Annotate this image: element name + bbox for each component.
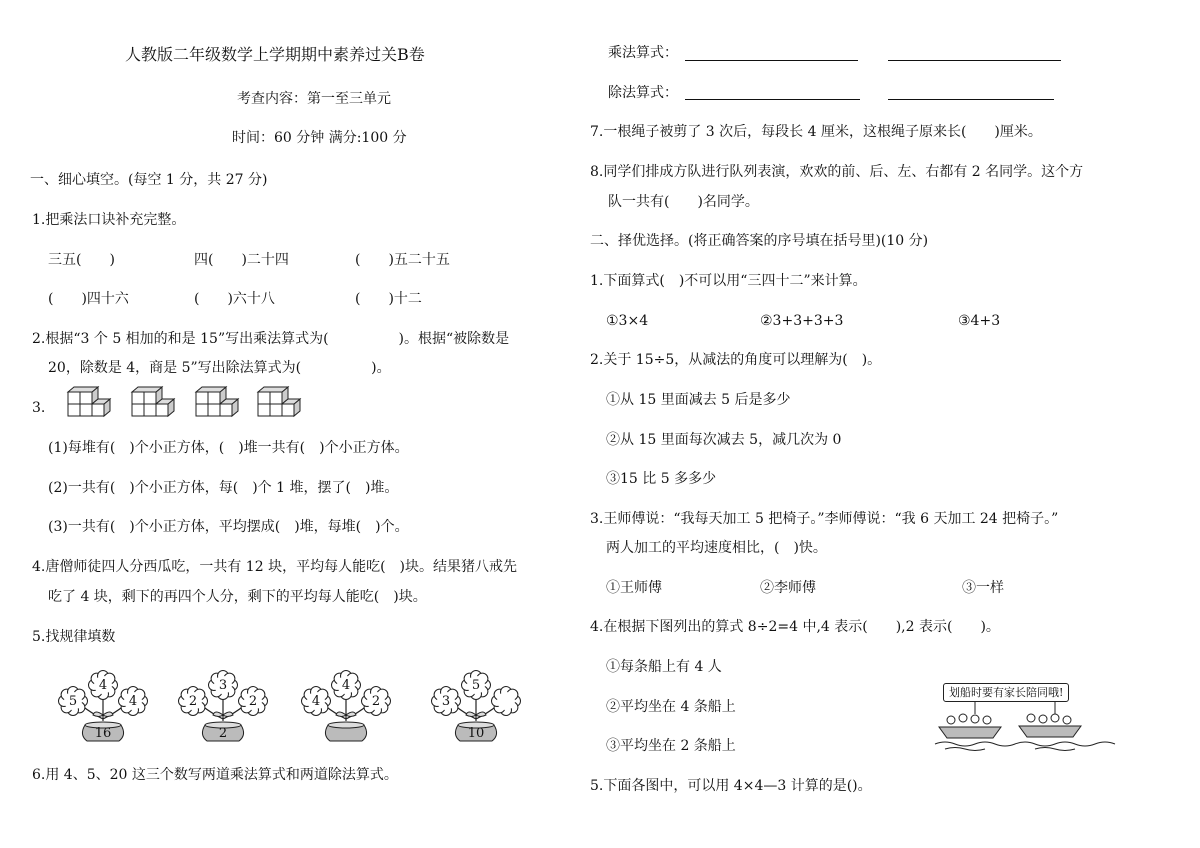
s2-q4-option-3: ③平均坐在 2 条船上 <box>606 738 736 754</box>
flower-number-pot: 16 <box>94 726 112 741</box>
flower-right <box>492 687 521 716</box>
flower-number-right: 4 <box>128 694 138 709</box>
q3-number: 3. <box>32 400 46 416</box>
page-title: 人教版二年级数学上学期期中素养过关B卷 <box>125 45 425 64</box>
flower-number-left: 4 <box>311 694 321 709</box>
boat-2 <box>1019 714 1081 737</box>
q2-line1: 2.根据“3 个 5 相加的和是 15”写出乘法算式为( )。根据“被除数是 <box>32 331 510 347</box>
q4-line2: 吃了 4 块，剩下的再四个人分，剩下的平均每人能吃( )块。 <box>48 589 427 605</box>
flower-number-pot: 10 <box>467 726 485 741</box>
s2-q1-option-3: ③4+3 <box>958 313 1001 329</box>
q1-blank-5: ( )六十八 <box>194 291 275 307</box>
flower-number-left: 3 <box>441 694 451 709</box>
boat-sign: 划船时要有家长陪同哦! <box>943 683 1069 702</box>
division-answer-line-2[interactable] <box>888 99 1054 100</box>
s2-q2-stem: 2.关于 15÷5，从减法的角度可以理解为( )。 <box>590 352 882 368</box>
s2-q3-line2: 两人加工的平均速度相比，( )快。 <box>606 540 827 556</box>
q5-stem: 5.找规律填数 <box>32 629 116 645</box>
flower-pot-1 <box>57 671 152 743</box>
q1-blank-4: ( )四十六 <box>48 291 129 307</box>
flower-number-top: 4 <box>98 678 108 693</box>
q3-item-3: (3)一共有( )个小正方体，平均摆成( )堆，每堆( )个。 <box>48 519 409 535</box>
flower-number-top: 5 <box>471 678 481 693</box>
q3-item-1: (1)每堆有( )个小正方体，( )堆一共有( )个小正方体。 <box>48 440 409 456</box>
s2-q1-option-1: ①3×4 <box>606 313 649 329</box>
flower-number-right: 2 <box>248 694 258 709</box>
s2-q5-stem: 5.下面各图中，可以用 4×4—3 计算的是()。 <box>590 778 872 794</box>
flower-number-top: 3 <box>218 678 228 693</box>
q1-blank-6: ( )十二 <box>355 291 422 307</box>
q2-line2: 20，除数是 4，商是 5”写出除法算式为( )。 <box>48 360 391 376</box>
flower-number-left: 2 <box>188 694 198 709</box>
q8-line2: 队一共有( )名同学。 <box>608 194 759 210</box>
s2-q4-option-2: ②平均坐在 4 条船上 <box>606 699 736 715</box>
s2-q4-stem: 4.在根据下图列出的算式 8÷2=4 中,4 表示( ),2 表示( )。 <box>590 619 1000 635</box>
q4-line1: 4.唐僧师徒四人分西瓜吃，一共有 12 块，平均每人能吃( )块。结果猪八戒先 <box>32 559 517 575</box>
division-answer-line-1[interactable] <box>685 99 860 100</box>
s2-q4-option-1: ①每条船上有 4 人 <box>606 659 722 675</box>
cube-stack-2 <box>132 387 174 416</box>
cube-stacks-illustration <box>66 386 306 418</box>
flower-number-left: 5 <box>68 694 78 709</box>
section1-heading: 一、细心填空。(每空 1 分，共 27 分) <box>30 172 268 188</box>
s2-q1-stem: 1.下面算式( )不可以用“三四十二”来计算。 <box>590 273 867 289</box>
q6-stem: 6.用 4、5、20 这三个数写两道乘法算式和两道除法算式。 <box>32 767 398 783</box>
s2-q2-option-3: ③15 比 5 多多少 <box>606 471 717 487</box>
q1-stem: 1.把乘法口诀补充完整。 <box>32 212 186 228</box>
flower-pot-4 <box>430 671 525 743</box>
boat-1 <box>939 714 1001 738</box>
exam-time: 时间：60 分钟 满分:100 分 <box>232 130 407 146</box>
q7-stem: 7.一根绳子被剪了 3 次后，每段长 4 厘米，这根绳子原来长( )厘米。 <box>590 124 1042 140</box>
flower-pot-2 <box>177 671 272 743</box>
cube-stack-4 <box>258 387 300 416</box>
s2-q3-option-2: ②李师傅 <box>760 580 816 596</box>
flower-number-right: 2 <box>371 694 381 709</box>
boats-illustration <box>935 700 1115 750</box>
s2-q3-line1: 3.王师傅说：“我每天加工 5 把椅子。”李师傅说：“我 6 天加工 24 把椅子。” <box>590 511 1059 527</box>
division-label: 除法算式： <box>608 85 678 101</box>
q1-blank-3: ( )五二十五 <box>355 252 450 268</box>
section2-heading: 二、择优选择。(将正确答案的序号填在括号里)(10 分) <box>590 233 929 249</box>
s2-q3-option-1: ①王师傅 <box>606 580 662 596</box>
cube-stack-1 <box>68 387 110 416</box>
multiplication-answer-line-2[interactable] <box>888 60 1061 61</box>
flower-number-top: 4 <box>341 678 351 693</box>
s2-q2-option-1: ①从 15 里面减去 5 后是多少 <box>606 392 791 408</box>
exam-scope: 考查内容：第一至三单元 <box>237 91 391 107</box>
s2-q1-option-2: ②3+3+3+3 <box>760 313 844 329</box>
cube-stack-3 <box>196 387 238 416</box>
s2-q3-option-3: ③一样 <box>962 580 1004 596</box>
q1-blank-1: 三五( ) <box>48 252 115 268</box>
multiplication-answer-line-1[interactable] <box>685 60 858 61</box>
flower-pot-3 <box>300 671 395 743</box>
flower-number-pot: 2 <box>218 726 228 741</box>
multiplication-label: 乘法算式： <box>608 45 678 61</box>
q1-blank-2: 四( )二十四 <box>194 252 289 268</box>
s2-q2-option-2: ②从 15 里面每次减去 5，减几次为 0 <box>606 432 842 448</box>
q8-line1: 8.同学们排成方队进行队列表演，欢欢的前、后、左、右都有 2 名同学。这个方 <box>590 164 1084 180</box>
q3-item-2: (2)一共有( )个小正方体，每( )个 1 堆，摆了( )堆。 <box>48 480 399 496</box>
